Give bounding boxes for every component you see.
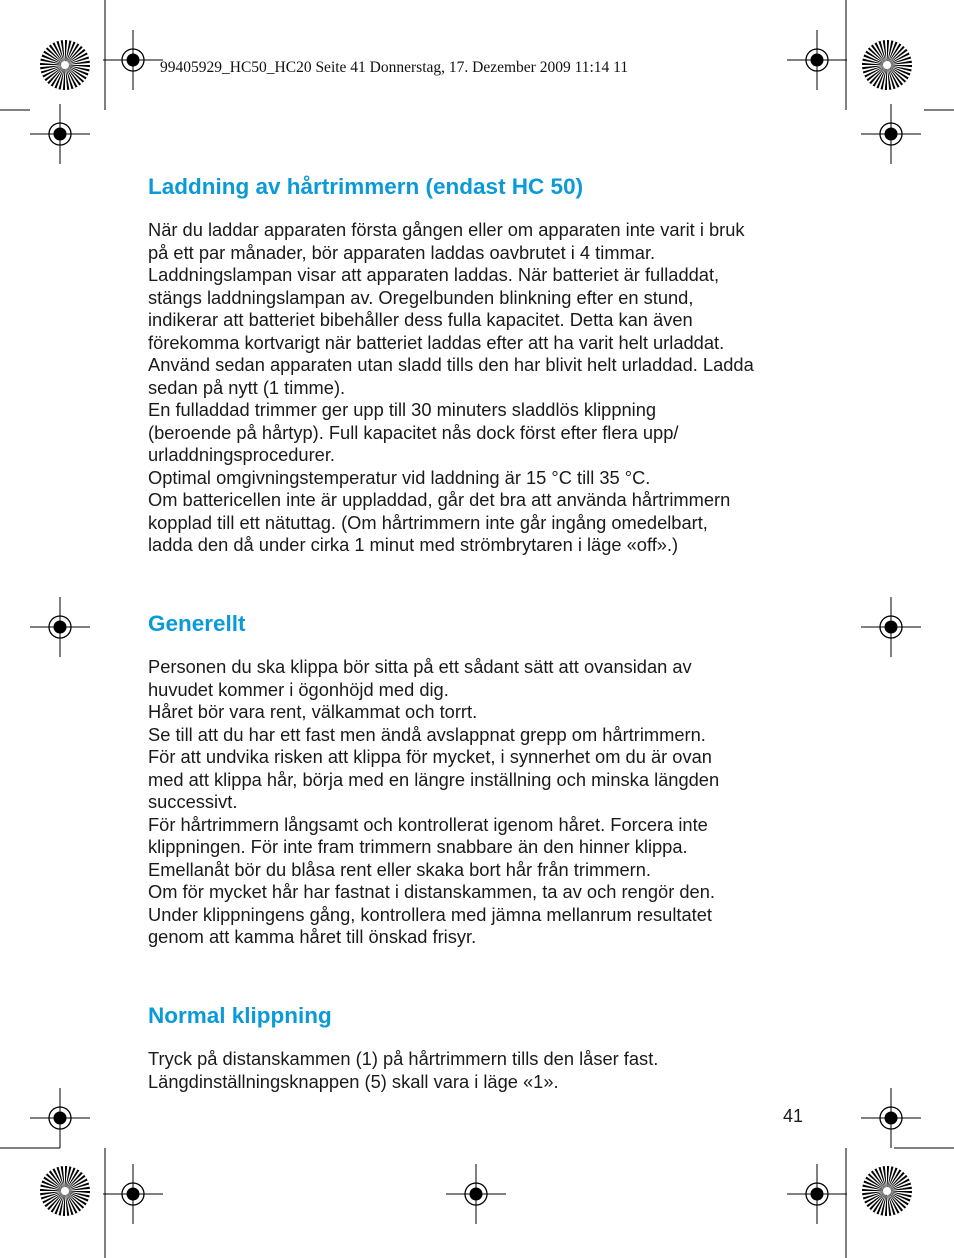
text-line: indikerar att batteriet bibehåller dess fulla kapacitet. Detta kan även <box>148 309 693 330</box>
text-line: Under klippningens gång, kontrollera med jämna mellanrum resultatet <box>148 903 712 925</box>
text-line: Personen du ska klippa bör sitta på ett sådant sätt att ovansidan av <box>148 656 692 677</box>
text-line: En fulladdad trimmer ger upp till 30 minuters sladdlös klippning <box>148 399 657 420</box>
text-line: klippningen. För inte fram trimmern snabbare än den hinner klippa. <box>148 836 688 857</box>
text-line: Tryck på distanskammen (1) på hårtrimmern tills den låser fast. <box>148 1048 659 1069</box>
text-line: ladda den då under cirka 1 minut med strömbrytaren i läge «off».) <box>148 534 679 555</box>
text-line: Om battericellen inte är uppladdad, går det bra att använda hårtrimmern <box>148 489 731 510</box>
text-line: För att undvika risken att klippa för mycket, i synnerhet om du är ovan <box>148 746 712 767</box>
page-number: 41 <box>783 1106 804 1126</box>
text-line: Laddningslampan visar att apparaten laddas. När batteriet är fulladdat, <box>148 264 720 285</box>
print-header: 99405929_HC50_HC20 Seite 41 Donnerstag, 17. Dezember 2009 11:14 11 <box>160 59 629 76</box>
text-line: stängs laddningslampan av. Oregelbunden blinkning efter en stund, <box>148 286 694 308</box>
text-line: med att klippa hår, börja med en längre inställning och minska längden <box>148 768 720 790</box>
text-line: Håret bör vara rent, välkammat och torrt. <box>148 701 478 722</box>
text-line: förekomma kortvarigt när batteriet laddas efter att ha varit helt urladdat. <box>148 331 725 353</box>
section-heading: Generellt <box>148 611 246 636</box>
text-line: När du laddar apparaten första gången eller om apparaten inte varit i bruk <box>148 219 745 240</box>
text-line: urladdningsprocedurer. <box>148 444 335 465</box>
starburst-icon <box>40 1166 90 1216</box>
text-line: Längdinställningsknappen (5) skall vara i läge «1». <box>148 1070 559 1092</box>
text-line: Se till att du har ett fast men ändå avslappnat grepp om hårtrimmern. <box>148 723 706 745</box>
text-line: huvudet kommer i ögonhöjd med dig. <box>148 678 449 700</box>
section-heading: Laddning av hårtrimmern (endast HC 50) <box>148 174 584 199</box>
text-line: Optimal omgivningstemperatur vid laddning är 15 °C till 35 °C. <box>148 466 651 488</box>
text-line: successivt. <box>148 791 238 812</box>
starburst-icon <box>862 40 912 90</box>
text-line: genom att kamma håret till önskad frisyr. <box>148 926 477 947</box>
text-line: på ett par månader, bör apparaten laddas oavbrutet i 4 timmar. <box>148 241 656 263</box>
text-line: sedan på nytt (1 timme). <box>148 376 346 398</box>
starburst-icon <box>40 40 90 90</box>
starburst-icon <box>862 1166 912 1216</box>
text-line: Emellanåt bör du blåsa rent eller skaka bort hår från trimmern. <box>148 858 651 880</box>
text-line: kopplad till ett nätuttag. (Om hårtrimmern inte går ingång omedelbart, <box>148 511 708 533</box>
text-line: För hårtrimmern långsamt och kontrollerat igenom håret. Forcera inte <box>148 813 708 835</box>
text-line: (beroende på hårtyp). Full kapacitet nås dock först efter flera upp/ <box>148 421 679 443</box>
text-line: Om för mycket hår har fastnat i distanskammen, ta av och rengör den. <box>148 881 715 902</box>
text-line: Använd sedan apparaten utan sladd tills den har blivit helt urladdad. Ladda <box>148 354 754 375</box>
section-heading: Normal klippning <box>148 1003 332 1028</box>
